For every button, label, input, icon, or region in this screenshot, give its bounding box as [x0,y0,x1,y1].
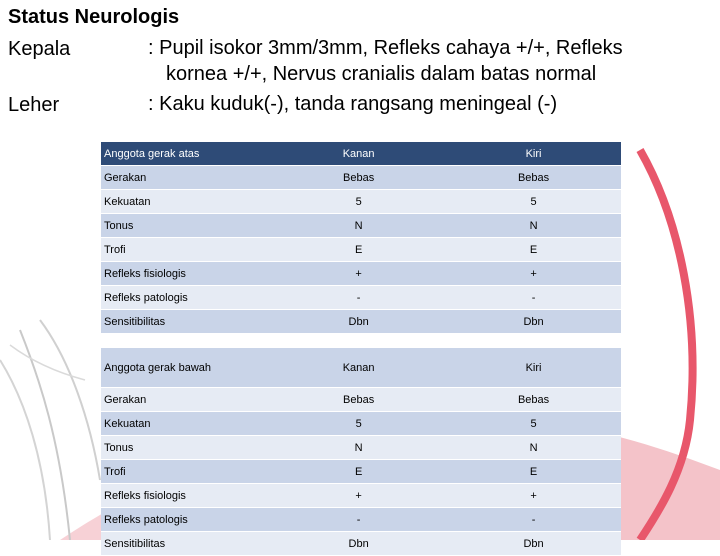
table-row [101,310,621,334]
kepala-line-2: kornea +/+, Nervus cranialis dalam batas normal [166,63,597,85]
table-row [101,190,621,214]
table-cell: Dbn [271,532,446,556]
table-cell: Bebas [271,166,446,190]
header-cell: Anggota gerak atas [101,142,271,166]
table-cell: N [446,214,621,238]
table-cell: N [271,436,446,460]
table-cell: E [271,238,446,262]
leher-text [148,91,557,117]
kepala-label: Kepala [8,38,71,60]
table-cell: + [446,484,621,508]
table-cell: + [446,262,621,286]
table-cell: Dbn [446,310,621,334]
table-cell: + [271,262,446,286]
table-cell: Sensitibilitas [101,310,271,334]
table-cell: Dbn [271,310,446,334]
table-row [101,262,621,286]
table-row [101,238,621,262]
table-cell: Sensitibilitas [101,532,271,556]
kepala-text [148,35,623,87]
header-cell: Kanan [271,348,446,388]
table-cell: Bebas [446,388,621,412]
table-header-row [101,142,621,166]
table-cell: 5 [446,190,621,214]
leher-line-1: : Kaku kuduk(-), tanda rangsang meningeal (-) [148,93,558,115]
table-cell: Kekuatan [101,412,271,436]
table-row [101,412,621,436]
table-cell: 5 [271,412,446,436]
table-row [101,484,621,508]
leher-label: Leher [8,94,60,116]
lower-limb-table [101,348,621,556]
table-cell: 5 [446,412,621,436]
table-cell: Tonus [101,214,271,238]
table-row [101,388,621,412]
table-cell: - [446,508,621,532]
table-cell: Refleks fisiologis [101,262,271,286]
table-cell: E [446,460,621,484]
table-cell: Trofi [101,238,271,262]
table-cell: Gerakan [101,388,271,412]
table-cell: Trofi [101,460,271,484]
table-cell: - [446,286,621,310]
table-row [101,166,621,190]
table-cell: - [271,286,446,310]
table-cell: Kekuatan [101,190,271,214]
table-row [101,214,621,238]
table-header-row [101,348,621,388]
table-row [101,508,621,532]
kepala-line-1: : Pupil isokor 3mm/3mm, Refleks cahaya +/+, Refleks [148,37,623,59]
table-cell: Bebas [271,388,446,412]
table-cell: Dbn [446,532,621,556]
table-cell: Gerakan [101,166,271,190]
table-row [101,460,621,484]
header-cell: Kiri [446,348,621,388]
table-cell: E [271,460,446,484]
table-cell: E [446,238,621,262]
table-cell: Tonus [101,436,271,460]
table-cell: + [271,484,446,508]
header-cell: Kanan [271,142,446,166]
header-cell: Kiri [446,142,621,166]
table-cell: N [271,214,446,238]
table-row [101,532,621,556]
table-cell: - [271,508,446,532]
header-cell: Anggota gerak bawah [101,348,271,388]
table-row [101,436,621,460]
table-cell: Refleks fisiologis [101,484,271,508]
table-cell: Refleks patologis [101,508,271,532]
table-cell: Refleks patologis [101,286,271,310]
upper-limb-table [101,142,621,334]
page-title: Status Neurologis [8,6,180,28]
table-row [101,286,621,310]
table-cell: Bebas [446,166,621,190]
table-cell: N [446,436,621,460]
table-cell: 5 [271,190,446,214]
